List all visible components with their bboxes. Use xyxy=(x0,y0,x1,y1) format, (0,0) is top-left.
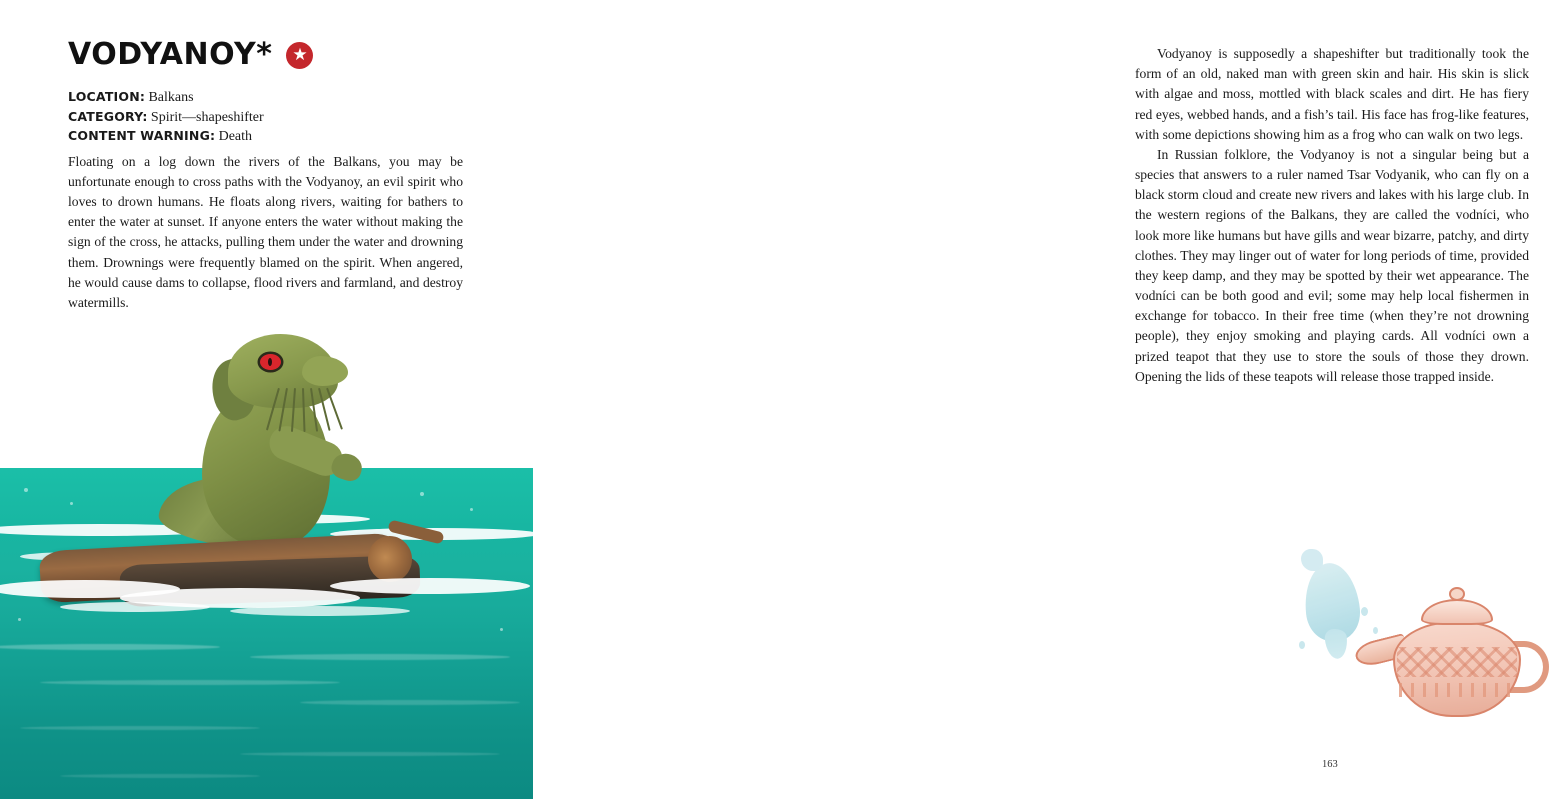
meta-value-location: Balkans xyxy=(148,90,194,105)
teapot-pattern-dots xyxy=(1399,683,1515,697)
water-ripple xyxy=(250,654,510,660)
left-page xyxy=(0,0,533,799)
meta-label-location: LOCATION: xyxy=(68,89,146,104)
water-ripple xyxy=(300,700,520,705)
water-sparkle xyxy=(470,508,473,511)
foam-splash xyxy=(330,578,530,594)
foam-splash xyxy=(60,602,210,612)
water-ripple xyxy=(20,726,260,730)
meta-label-category: CATEGORY: xyxy=(68,108,148,124)
water-ripple xyxy=(60,774,260,778)
right-paragraph-2: In Russian folklore, the Vodyanoy is not a singular being but a species that answers to a ruler named Tsar Vodyanik, who can fly on a black storm cloud and create new rivers and lakes with his large club. In the western regions of the Balkans, they are called the vodníci, who look more like humans but have gills and wear bizarre, patchy, and dirty clothes. They may linger out of water for long periods of time, provided they keep damp, and they may be spotted by their wet appearance. The vodníci can be both good and evil; some may help local fishermen in exchange for tobacco. In their free time (when they’re not drowning people), they enjoy smoking and playing cards. All vodníci own a prized teapot that they use to store the souls of those they drown. Opening the lids of these teapots will release those trapped inside. xyxy=(1135,146,1529,384)
water-sparkle xyxy=(70,502,73,505)
spirit-drip xyxy=(1361,607,1368,616)
water-ripple xyxy=(40,680,340,685)
water-ripple xyxy=(0,644,220,650)
water-ripple xyxy=(240,752,500,756)
left-body-text xyxy=(68,152,463,313)
foam-splash xyxy=(230,606,410,616)
spirit-drip xyxy=(1299,641,1305,649)
star-icon: ★ xyxy=(286,42,313,69)
teapot-pattern-band xyxy=(1397,647,1517,677)
spirit-drip xyxy=(1373,627,1378,634)
right-page xyxy=(533,0,1529,799)
water-sparkle xyxy=(18,618,21,621)
escaping-spirit xyxy=(1301,560,1363,643)
meta-value-content-warning: Death xyxy=(218,129,253,145)
page-title: VODYANOY* xyxy=(68,37,273,72)
entry-metadata xyxy=(68,88,468,147)
right-paragraph-1: Vodyanoy is supposedly a shapeshifter but traditionally took the form of an old, naked man with green skin and hair. His skin is slick with algae and moss, mottled with black scales and dirt. He has fiery red eyes, webbed hands, and a fish’s tail. His face has frog-like features, with some depictions showing him as a frog who can walk on two legs. xyxy=(1135,46,1529,142)
teapot-lid xyxy=(1421,599,1493,625)
meta-row-content-warning xyxy=(68,127,468,147)
creature-eye xyxy=(260,354,281,370)
left-paragraph: Floating on a log down the rivers of the Balkans, you may be unfortunate enough to cross paths with the Vodyanoy, an evil spirit who loves to drown humans. He floats along rivers, waiting for bathers to enter the water at sunset. If anyone enters the water without making the sign of the cross, he attacks, pulling them under the water and drowning them. Drownings were frequently blamed on the spirit. When angered, he would cause dams to collapse, flood rivers and farmland, and destroy watermills. xyxy=(68,154,463,310)
meta-value-category: Spirit—shapeshifter xyxy=(150,109,264,125)
right-body-text xyxy=(1135,44,1529,387)
page-title-row xyxy=(68,37,313,72)
meta-row-category xyxy=(68,108,468,128)
teapot-illustration xyxy=(1293,555,1561,740)
creature-snout xyxy=(302,356,348,386)
teapot-lid-knob xyxy=(1449,587,1465,601)
meta-row-location xyxy=(68,88,468,108)
creature-beard xyxy=(278,388,340,446)
page-number: 163 xyxy=(1322,759,1338,770)
water-sparkle xyxy=(500,628,503,631)
vodyanoy-illustration xyxy=(0,468,533,799)
water-sparkle xyxy=(420,492,424,496)
water-sparkle xyxy=(24,488,28,492)
meta-label-content-warning: CONTENT WARNING: xyxy=(68,128,216,144)
